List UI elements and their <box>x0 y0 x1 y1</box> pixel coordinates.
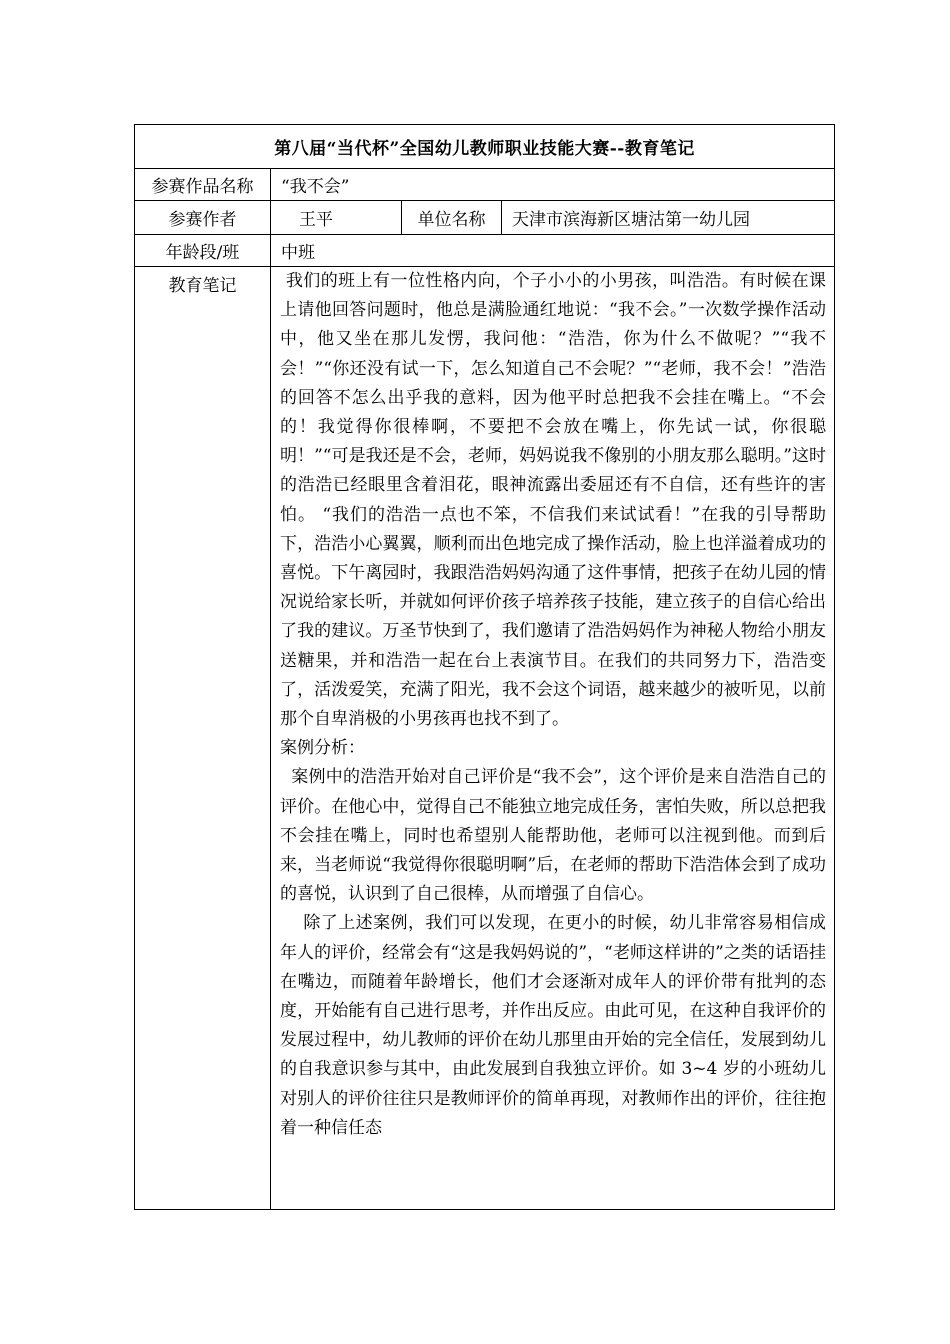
education-note-table <box>134 124 835 1210</box>
notes-label: 教育笔记 <box>135 267 271 1210</box>
analysis-paragraph-2: 除了上述案例，我们可以发现，在更小的时候，幼儿非常容易相信成年人的评价，经常会有“这是我妈妈说的”，“老师这样讲的”之类的话语挂在嘴边，而随着年龄增长，他们才会逐渐对成年人的评价带有批判的态度，开始能有自己进行思考，并作出反应。由此可见，在这种自我评价的发展过程中，幼儿教师的评价在幼儿那里由开始的完全信任，发展到幼儿的自我意识参与其中，由此发展到自我独立评价。如 3~4 岁的小班幼儿对别人的评价往往只是教师评价的简单再现，对教师作出的评价，往往抱着一种信任态 <box>280 913 827 1138</box>
author-label: 参赛作者 <box>135 201 271 235</box>
analysis-paragraph-1: 案例中的浩浩开始对自己评价是“我不会”，这个评价是来自浩浩自己的评价。在他心中，觉得自己不能独立地完成任务，害怕失败，所以总把我不会挂在嘴上，同时也希望别人能帮助他，老师可以注视到他。而到后来，当老师说“我觉得你很聪明啊”后，在老师的帮助下浩浩体会到了成功的喜悦，认识到了自己很棒，从而增强了自信心。 <box>280 767 827 905</box>
age-group-value: 中班 <box>271 235 835 267</box>
work-name-value: “我不会” <box>271 169 835 201</box>
notes-body <box>280 267 826 1209</box>
work-name-label: 参赛作品名称 <box>135 169 271 201</box>
document-title: 第八届“当代杯”全国幼儿教师职业技能大赛--教育笔记 <box>135 125 835 169</box>
unit-value: 天津市滨海新区塘沽第一幼儿园 <box>502 201 835 235</box>
analysis-heading: 案例分析： <box>280 738 365 759</box>
age-group-label: 年龄段/班 <box>135 235 271 267</box>
story-paragraph: 我们的班上有一位性格内向，个子小小的小男孩，叫浩浩。有时候在课上请他回答问题时，他总是满脸通红地说：“我不会。”一次数学操作活动中，他又坐在那儿发愣，我问他：“浩浩，你为什么不做呢？”“我不会！”“你还没有试一下，怎么知道自己不会呢？”“老师，我不会！”浩浩的回答不怎么出乎我的意料，因为他平时总把我不会挂在嘴上。“不会的！我觉得你很棒啊，不要把不会放在嘴上，你先试一试，你很聪明！”“可是我还是不会，老师，妈妈说我不像别的小朋友那么聪明。”这时的浩浩已经眼里含着泪花，眼神流露出委屈还有不自信，还有些许的害怕。 “我们的浩浩一点也不笨，不信我们来试试看！”在我的引导帮助下，浩浩小心翼翼，顺利而出色地完成了操作活动，脸上也洋溢着成功的喜悦。下午离园时，我跟浩浩妈妈沟通了这件事情，把孩子在幼儿园的情况说给家长听，并就如何评价孩子培养孩子技能，建立孩子的自信心给出了我的建议。万圣节快到了，我们邀请了浩浩妈妈作为神秘人物给小朋友送糖果，并和浩浩一起在台上表演节目。在我们的共同努力下，浩浩变了，活泼爱笑，充满了阳光，我不会这个词语，越来越少的被听见，以前那个自卑消极的小男孩再也找不到了。 <box>280 271 827 730</box>
notes-cell <box>271 267 835 1210</box>
unit-label: 单位名称 <box>402 201 502 235</box>
author-value: 王平 <box>271 201 402 235</box>
